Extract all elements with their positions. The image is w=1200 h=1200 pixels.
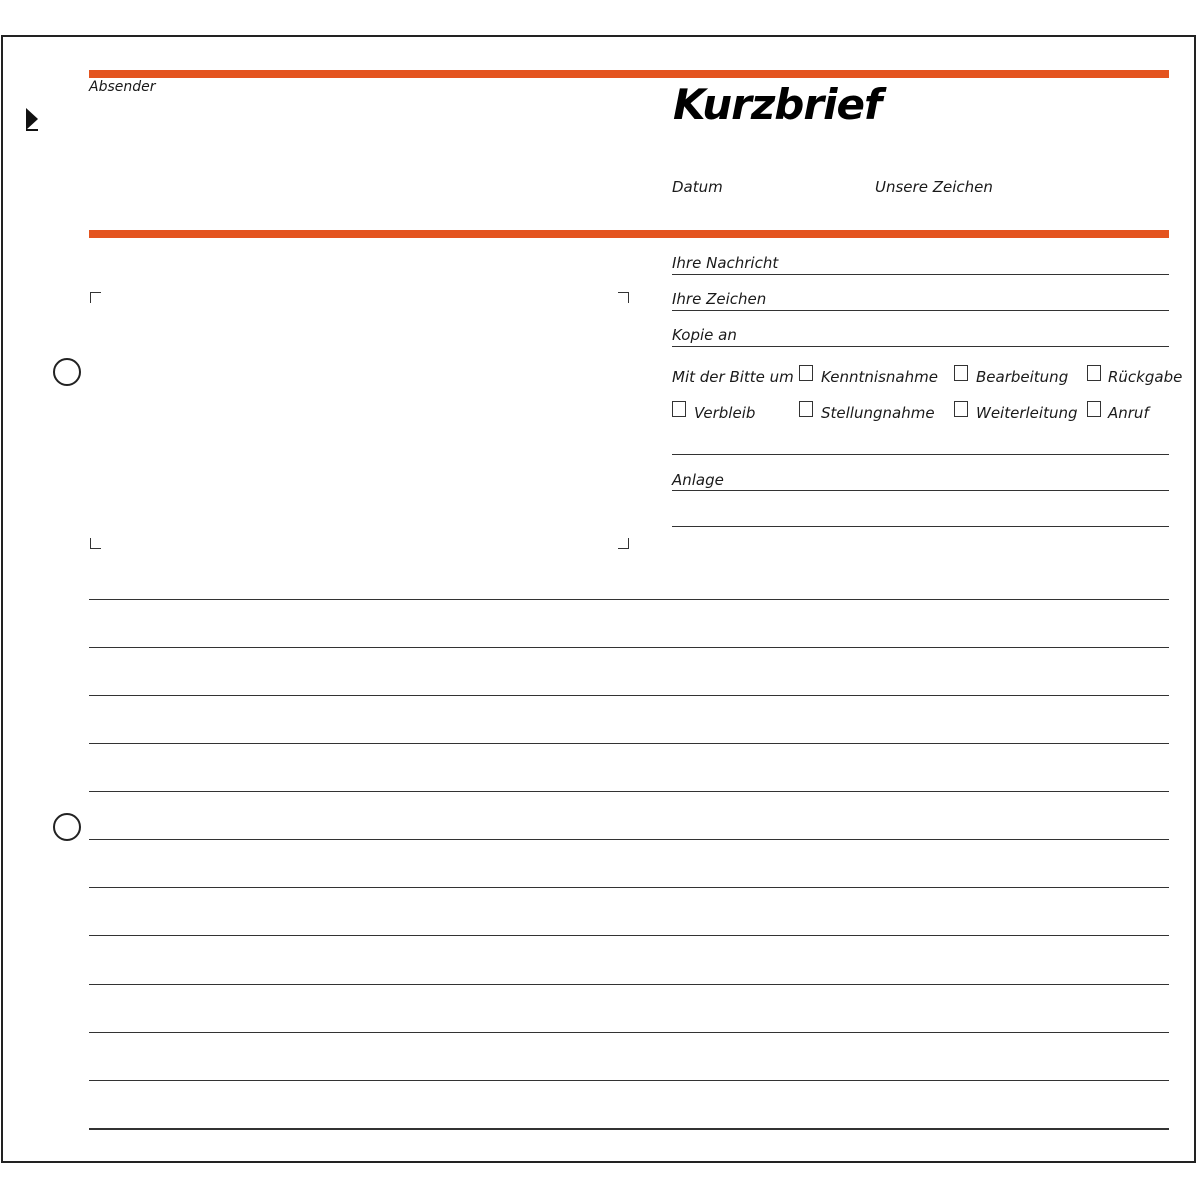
copy-to-label: Kopie an (672, 326, 737, 344)
option-label: Kenntnisnahme (821, 368, 938, 386)
your-reference-field[interactable] (672, 310, 1169, 311)
punch-hole-icon (53, 358, 81, 386)
option-label: Rückgabe (1108, 368, 1183, 386)
header-top-bar (89, 70, 1169, 78)
address-window-corner (618, 538, 629, 549)
address-window-corner (90, 292, 101, 303)
writing-line[interactable] (89, 839, 1169, 840)
attachment-field[interactable] (672, 490, 1169, 491)
header-bottom-bar (89, 230, 1169, 238)
punch-hole-icon (53, 813, 81, 841)
your-message-field[interactable] (672, 274, 1169, 275)
writing-line[interactable] (89, 1032, 1169, 1033)
option-label: Bearbeitung (976, 368, 1069, 386)
writing-line[interactable] (89, 984, 1169, 985)
writing-line[interactable] (89, 887, 1169, 888)
writing-line[interactable] (89, 599, 1169, 600)
writing-line[interactable] (89, 1128, 1169, 1130)
our-reference-label: Unsere Zeichen (875, 178, 993, 196)
writing-line[interactable] (89, 935, 1169, 936)
checkbox-bearbeitung[interactable] (954, 365, 968, 381)
address-window-corner (90, 538, 101, 549)
fold-mark-icon (24, 106, 40, 132)
attachment-field-line[interactable] (672, 526, 1169, 527)
checkbox-weiterleitung[interactable] (954, 401, 968, 417)
checkbox-stellungnahme[interactable] (799, 401, 813, 417)
form-title: Kurzbrief (673, 80, 882, 129)
checkbox-rueckgabe[interactable] (1087, 365, 1101, 381)
option-label: Anruf (1108, 404, 1149, 422)
attachment-label: Anlage (672, 471, 724, 489)
checkbox-kenntnisnahme[interactable] (799, 365, 813, 381)
date-label: Datum (672, 178, 723, 196)
writing-line[interactable] (89, 647, 1169, 648)
writing-line[interactable] (89, 743, 1169, 744)
sender-label: Absender (89, 79, 156, 95)
option-label: Weiterleitung (976, 404, 1078, 422)
your-message-label: Ihre Nachricht (672, 254, 779, 272)
copy-to-field[interactable] (672, 346, 1169, 347)
your-reference-label: Ihre Zeichen (672, 290, 767, 308)
writing-line[interactable] (89, 695, 1169, 696)
checkbox-anruf[interactable] (1087, 401, 1101, 417)
option-label: Verbleib (694, 404, 756, 422)
option-label: Stellungnahme (821, 404, 935, 422)
writing-line[interactable] (89, 791, 1169, 792)
address-window-corner (618, 292, 629, 303)
writing-line[interactable] (89, 1080, 1169, 1081)
checkbox-verbleib[interactable] (672, 401, 686, 417)
request-label: Mit der Bitte um (672, 368, 794, 386)
request-divider (672, 454, 1169, 455)
